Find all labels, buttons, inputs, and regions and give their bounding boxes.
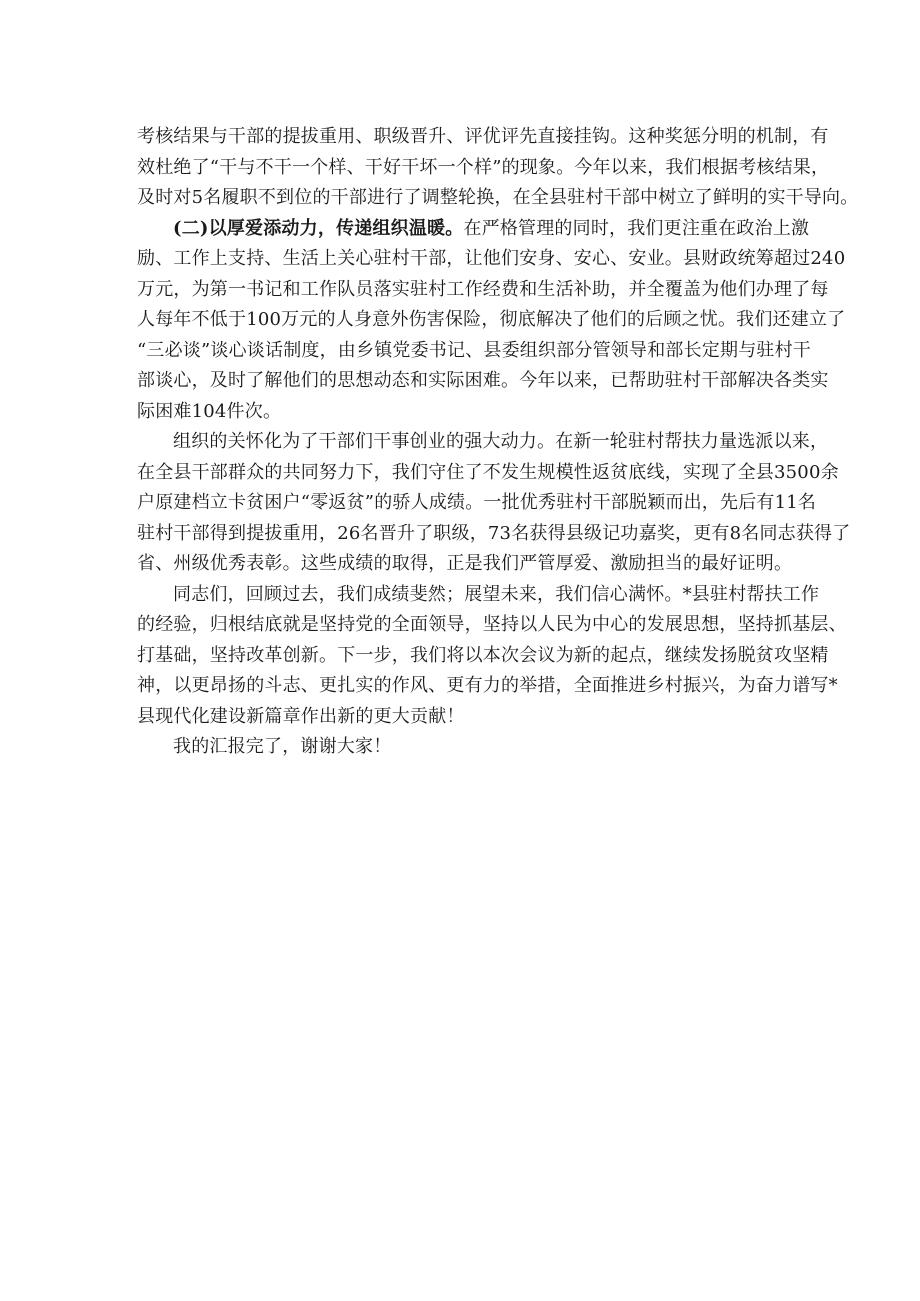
paragraph-closing — [137, 732, 797, 763]
text-line: 神，以更昂扬的斗志、更扎实的作风、更有力的举措，全面推进乡村振兴，为奋力谱写* — [137, 675, 838, 696]
text-line: 考核结果与干部的提拔重用、职级晋升、评优评先直接挂钩。这种奖惩分明的机制，有 — [137, 126, 829, 147]
text-line — [137, 214, 810, 245]
text-line: 及时对5名履职不到位的干部进行了调整轮换，在全县驻村干部中树立了鲜明的实干导向。 — [137, 187, 859, 208]
text-line: 效杜绝了“干与不干一个样、干好干坏一个样”的现象。今年以来，我们根据考核结果， — [137, 156, 830, 178]
section-heading: (二)以厚爱添动力，传递组织温暖。 — [173, 217, 464, 239]
text-line: 同志们，回顾过去，我们成绩斐然；展望未来，我们信心满怀。*县驻村帮扶工作 — [173, 583, 820, 605]
text-line: 际困难104件次。 — [137, 400, 282, 422]
text-line: 组织的关怀化为了干部们干事创业的强大动力。在新一轮驻村帮扶力量选派以来， — [173, 431, 829, 452]
text-line: 户原建档立卡贫困户“零返贫”的骄人成绩。一批优秀驻村干部脱颖而出，先后有11名 — [137, 492, 817, 513]
text-line: 驻村干部得到提拔重用，26名晋升了职级，73名获得县级记功嘉奖，更有8名同志获得了 — [137, 522, 851, 544]
text-line: 万元，为第一书记和工作队员落实驻村工作经费和生活补助，并全覆盖为他们办理了每 — [137, 278, 829, 300]
text-line: 励、工作上支持、生活上关心驻村干部，让他们安身、安心、安业。县财政统筹超过240 — [137, 248, 846, 269]
closing-line: 我的汇报完了，谢谢大家！ — [173, 736, 392, 757]
document-body — [137, 122, 859, 763]
paragraph-assessment-results — [137, 122, 859, 214]
text-line: 部谈心，及时了解他们的思想动态和实际困难。今年以来，已帮助驻村干部解决各类实 — [137, 370, 829, 391]
paragraph-conclusion — [137, 580, 847, 733]
text-line: 县现代化建设新篇章作出新的更大贡献！ — [137, 705, 465, 727]
text-line: 人每年不低于100万元的人身意外伤害保险，彻底解决了他们的后顾之忧。我们还建立了 — [137, 309, 846, 330]
text-line: 省、州级优秀表彰。这些成绩的取得，正是我们严管厚爱、激励担当的最好证明。 — [137, 553, 793, 574]
text-line: 在全县干部群众的共同努力下，我们守住了不发生规模性返贫底线，实现了全县3500余 — [137, 461, 839, 483]
text-line: 的经验，归根结底就是坚持党的全面领导，坚持以人民为中心的发展思想，坚持抓基层、 — [137, 614, 847, 635]
paragraph-organizational-care — [137, 214, 846, 428]
paragraph-achievements — [137, 427, 851, 580]
text-segment: 在严格管理的同时，我们更注重在政治上激 — [463, 217, 810, 239]
text-line: “三必谈”谈心谈话制度，由乡镇党委书记、县委组织部分管领导和部长定期与驻村干 — [137, 339, 812, 361]
text-line: 打基础，坚持改革创新。下一步，我们将以本次会议为新的起点，继续发扬脱贫攻坚精 — [137, 644, 829, 666]
